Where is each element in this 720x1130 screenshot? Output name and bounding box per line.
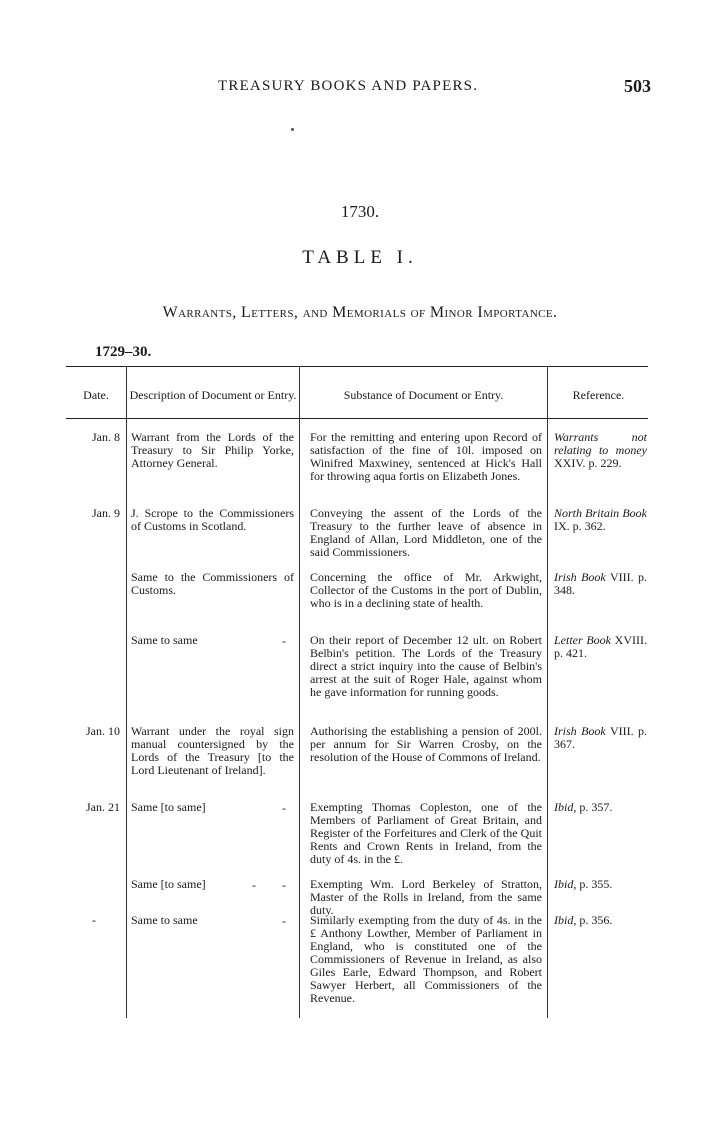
entry-date: Jan. 21: [86, 800, 120, 814]
running-head: [0, 78, 720, 100]
entry-reference: [554, 431, 647, 470]
reference-book: Irish Book: [554, 570, 606, 584]
entry-description: Same to same: [131, 913, 198, 927]
column-rule: [126, 367, 127, 1018]
entry-reference: [554, 914, 647, 927]
table-top-rule: [66, 366, 648, 367]
reference-page: VIII. p. 348.: [554, 570, 647, 597]
entry-substance: For the remitting and entering upon Record of satisfaction of the fine of 10l. imposed on Winifred Maxwiney, sentenced at Hick's Hall for throwing aqua fortis on Elizabeth Jones.: [310, 430, 542, 483]
entry-substance: Authorising the establishing a pension of 200l. per annum for Sir Warren Crosby, on the resolution of the House of Commons of Ireland.: [310, 724, 542, 764]
header-bottom-rule: [66, 418, 648, 419]
running-title: TREASURY BOOKS AND PAPERS.: [218, 78, 479, 94]
entry-reference: [554, 571, 647, 597]
entry-description: Same [to same]: [131, 877, 206, 891]
entry-date: Jan. 8: [92, 430, 120, 444]
reference-book: Irish Book: [554, 724, 606, 738]
leader-dash: -: [282, 914, 286, 928]
leader-dash: -: [252, 878, 256, 892]
page-number: 503: [624, 76, 651, 96]
reference-page: VIII. p. 367.: [554, 724, 647, 751]
column-rule: [547, 367, 548, 1018]
entry-date: Jan. 9: [92, 506, 120, 520]
header-description: Description of Document or Entry.: [129, 387, 297, 402]
entry-description: Same to the Commissioners of Customs.: [131, 570, 294, 597]
entry-description: J. Scrope to the Commissioners of Customs in Scotland.: [131, 506, 294, 533]
entry-substance: Conveying the assent of the Lords of the Treasury to the further leave of absence in England of Allan, Lord Middleton, one of the said Commissioners.: [310, 506, 542, 559]
entry-substance: Concerning the office of Mr. Arkwight, Collector of the Customs in the port of Dublin, who is in a declining state of health.: [310, 570, 542, 610]
reference-page: p. 357.: [579, 800, 613, 814]
reference-page: IX. p. 362.: [554, 519, 606, 533]
stray-mark: [291, 128, 294, 131]
entry-description: Same [to same]: [131, 800, 206, 814]
table-title: TABLE I.: [302, 247, 418, 268]
entry-substance: Exempting Wm. Lord Berkeley of Stratton, Master of the Rolls in Ireland, from the same duty.: [310, 877, 542, 917]
reference-book: Ibid,: [554, 800, 577, 814]
period-label: 1729–30.: [95, 344, 152, 360]
leader-dash: -: [282, 878, 286, 892]
entry-substance: Similarly exempting from the duty of 4s. in the £ Anthony Lowther, Member of Parliament in England, who is constituted one of the Commissioners of Revenue in Ireland, as also Giles Earle, Edward Thompson, and Robert Sawyer Herbert, all Commissioners of the Revenue.: [310, 913, 542, 1005]
reference-page: XXIV. p. 229.: [554, 456, 622, 470]
entry-substance: Exempting Thomas Copleston, one of the Members of Parliament of Great Britain, and Register of the Forfeitures and Clerk of the Quit Rents and Crown Rents in Ireland, from the duty of 4s. in the £.: [310, 800, 542, 866]
entry-date: Jan. 10: [86, 724, 120, 738]
entry-reference: [554, 725, 647, 751]
entry-description: Same to same: [131, 633, 198, 647]
header-date: Date.: [83, 387, 109, 402]
header-reference: Reference.: [572, 387, 625, 402]
entry-reference: [554, 634, 647, 660]
entry-reference: [554, 507, 647, 533]
entry-date: -: [92, 913, 96, 927]
section-title: Warrants, Letters, and Memorials of Minor Importance.: [162, 304, 558, 321]
column-rule: [299, 367, 300, 1018]
leader-dash: -: [282, 801, 286, 815]
reference-book: Ibid,: [554, 913, 577, 927]
entry-substance: On their report of December 12 ult. on Robert Belbin's petition. The Lords of the Treasury direct a strict inquiry into the cause of Belbin's arrest at the suit of Roger Hale, against whom he gave information for running goods.: [310, 633, 542, 699]
reference-page: p. 355.: [579, 877, 613, 891]
reference-page: p. 356.: [579, 913, 613, 927]
entry-reference: [554, 878, 647, 891]
reference-book: Letter Book: [554, 633, 611, 647]
entry-reference: [554, 801, 647, 814]
leader-dash: -: [282, 634, 286, 648]
entry-description: Warrant from the Lords of the Treasury to Sir Philip Yorke, Attorney General.: [131, 430, 294, 470]
reference-book: Warrants not relating to money: [554, 430, 647, 457]
reference-page: XVIII. p. 421.: [554, 633, 647, 660]
year-heading: 1730.: [340, 202, 380, 221]
entry-description: Warrant under the royal sign manual countersigned by the Lords of the Treasury [to the Lord Lieutenant of Ireland].: [131, 724, 294, 777]
reference-book: North Britain Book: [554, 506, 647, 520]
reference-book: Ibid,: [554, 877, 577, 891]
header-substance: Substance of Document or Entry.: [343, 387, 504, 402]
